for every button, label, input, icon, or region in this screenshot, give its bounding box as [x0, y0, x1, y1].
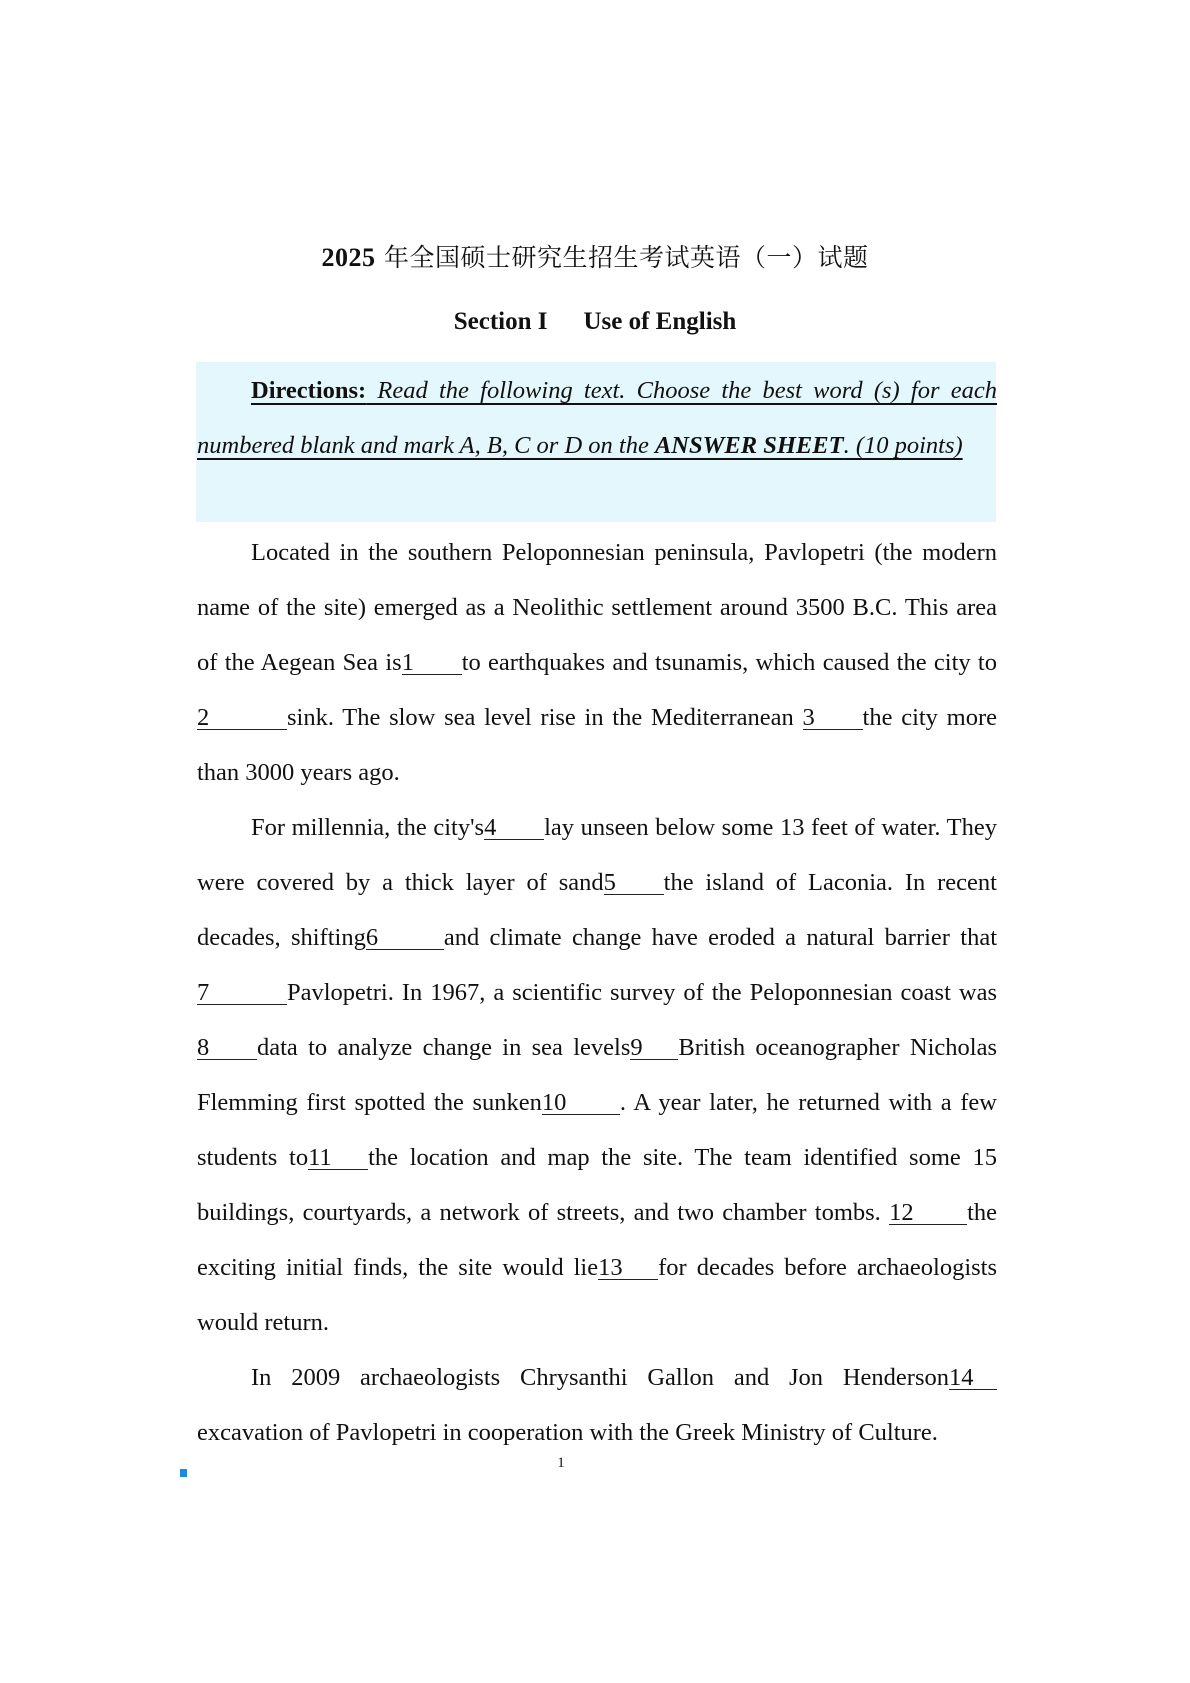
blank-10[interactable]: 10 — [542, 1092, 620, 1115]
blank-14[interactable]: 14 — [949, 1367, 997, 1390]
directions-text: Read the following text. Choose the best word (s) for each numbered blank and mark A, B, C or D on the — [197, 377, 997, 459]
blank-2[interactable]: 2 — [197, 707, 287, 730]
title-year: 2025 — [321, 243, 376, 272]
directions — [197, 363, 997, 473]
passage-text: and climate change have eroded a natural barrier that — [443, 924, 997, 951]
blank-5[interactable]: 5 — [604, 872, 664, 895]
passage — [197, 525, 997, 1460]
passage-text: the exciting initial finds, the site would lie — [197, 1199, 997, 1281]
blank-6[interactable]: 6 — [366, 927, 444, 950]
directions-points: . (10 points) — [843, 432, 963, 459]
paragraph-3 — [197, 1350, 997, 1460]
passage-text: the island of Laconia. In recent decades, shifting — [197, 869, 997, 951]
paragraph-1 — [197, 525, 997, 800]
passage-text: excavation of Pavlopetri in cooperation with the Greek Ministry of Culture. — [197, 1419, 938, 1446]
blank-7[interactable]: 7 — [197, 982, 287, 1005]
passage-text: the city more than 3000 years ago. — [197, 704, 997, 786]
blank-1[interactable]: 1 — [402, 652, 462, 675]
passage-text: the location and map the site. The team identified some 15 buildings, courtyards, a network of streets, and two chamber tombs. — [197, 1144, 997, 1226]
blank-9[interactable]: 9 — [630, 1037, 678, 1060]
title-chinese: 年全国硕士研究生招生考试英语（一）试题 — [375, 243, 869, 272]
passage-text: Pavlopetri. In 1967, a scientific survey of the Peloponnesian coast was — [287, 979, 997, 1006]
passage-text: In 2009 archaeologists Chrysanthi Gallon and Jon Henderson — [251, 1364, 949, 1391]
document-title — [0, 238, 1190, 274]
blank-4[interactable]: 4 — [484, 817, 544, 840]
passage-text: . A year later, he returned with a few students to — [197, 1089, 997, 1171]
passage-text: lay unseen below some 13 feet of water. They were covered by a thick layer of sand — [197, 814, 997, 896]
paragraph-2 — [197, 800, 997, 1350]
blank-12[interactable]: 12 — [889, 1202, 967, 1225]
passage-text: sink. The slow sea level rise in the Mediterranean — [287, 704, 803, 731]
passage-text: for decades before archaeologists would return. — [197, 1254, 997, 1336]
blank-8[interactable]: 8 — [197, 1037, 257, 1060]
directions-label: Directions: — [251, 377, 367, 404]
section-number: Section I — [453, 308, 548, 335]
passage-text: Located in the southern Peloponnesian peninsula, Pavlopetri (the modern name of the site) emerged as a Neolithic settlement around 3500 B.C. This area of the Aegean Sea is — [197, 539, 997, 676]
section-heading — [0, 308, 1190, 336]
blank-3[interactable]: 3 — [803, 707, 863, 730]
section-name: Use of English — [583, 308, 737, 335]
passage-text: British oceanographer Nicholas Flemming first spotted the sunken — [197, 1034, 997, 1116]
passage-text: to earthquakes and tsunamis, which caused the city to — [461, 649, 997, 676]
blank-11[interactable]: 11 — [308, 1147, 368, 1170]
page-number: 1 — [557, 1455, 565, 1471]
blue-marker-icon — [180, 1469, 187, 1477]
answer-sheet-text: ANSWER SHEET — [654, 432, 844, 459]
passage-text: data to analyze change in sea levels — [257, 1034, 631, 1061]
passage-text: For millennia, the city's — [251, 814, 485, 841]
blank-13[interactable]: 13 — [598, 1257, 658, 1280]
